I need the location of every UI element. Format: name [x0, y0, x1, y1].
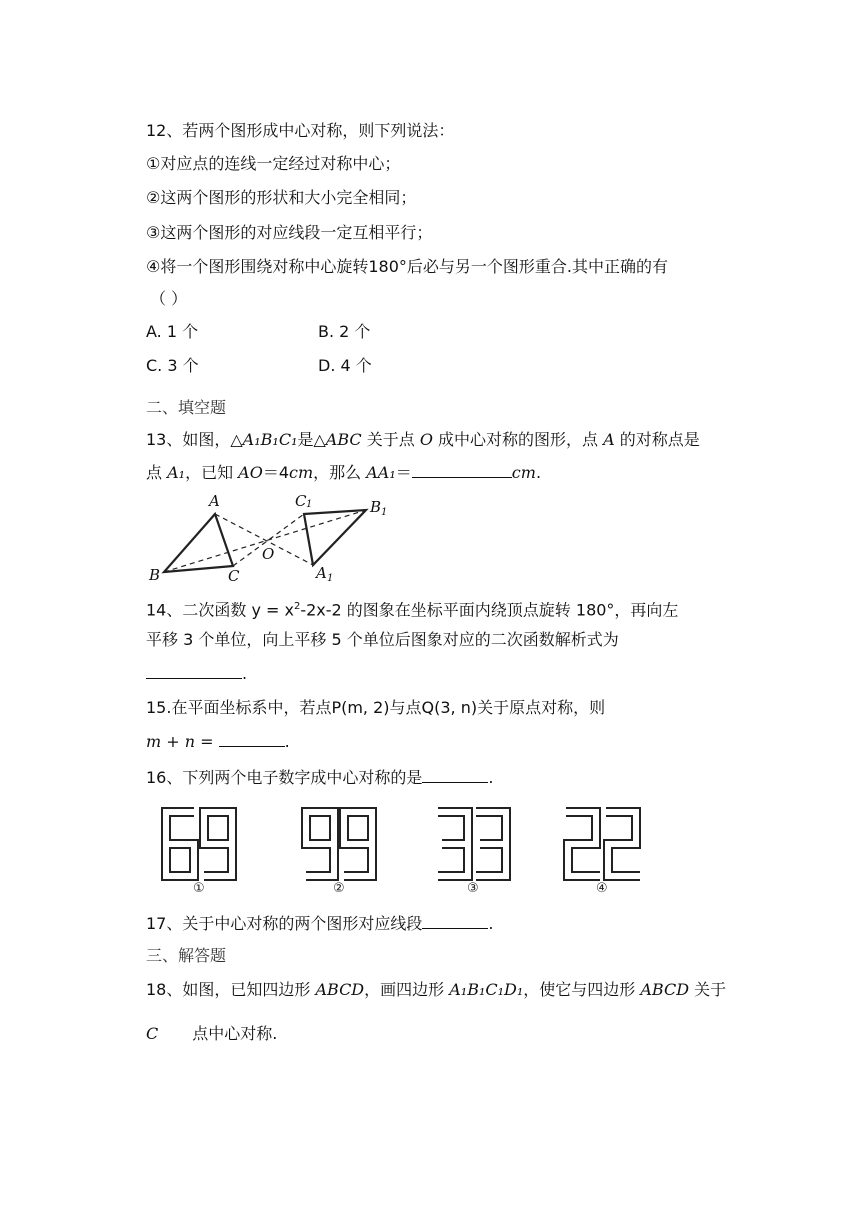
q12-option-a: A. 1 个: [146, 322, 199, 341]
q16-answer-blank: [422, 768, 488, 783]
q13-text: 成中心对称的图形，点: [432, 430, 604, 449]
q12-option-b: B. 2 个: [318, 322, 371, 341]
q13-figure: [146, 490, 396, 586]
q13-text: 点: [146, 463, 168, 482]
q13-triangle-a1b1c1: △A₁B₁C₁: [230, 430, 298, 449]
q18-abcd: ABCD: [315, 980, 365, 999]
section-2-heading: 二、填空题: [146, 398, 227, 417]
q13-text: ＝4: [262, 463, 290, 482]
q14-text: -2x-2 的图象在坐标平面内绕顶点旋转 180°，再向左: [300, 600, 679, 620]
q18-point-c: C: [146, 1024, 159, 1043]
figure-label-4: ④: [596, 881, 608, 896]
q12-answer-paren: （ ）: [150, 289, 188, 308]
q14-line-1: [146, 597, 678, 620]
q13-text: .: [535, 463, 542, 482]
q18-line-2: [146, 1024, 277, 1044]
q15-answer-blank: [219, 732, 285, 747]
q13-line-1: [146, 430, 700, 450]
digit-9: [344, 812, 372, 876]
q13-text: ＝: [395, 463, 412, 482]
digit-9: [306, 812, 334, 876]
triangle-abc: [164, 514, 233, 572]
q13-line-2: [146, 463, 541, 483]
q13-answer-blank: [412, 463, 512, 478]
q13-text: 是: [297, 430, 314, 449]
q16-text: .: [488, 768, 494, 787]
section-3-heading: 三、解答题: [146, 946, 227, 965]
label-b: B: [149, 566, 161, 584]
figure-label-1: ①: [193, 881, 205, 896]
q13-triangle-abc: △ABC: [313, 430, 362, 449]
q16-figure: [150, 800, 670, 896]
q17-text: .: [488, 914, 494, 933]
q13-point-a1: A₁: [167, 463, 186, 482]
q15-expression: m + n =: [146, 732, 219, 751]
q13-point-o: O: [419, 430, 433, 449]
q13-point-a: A: [603, 430, 615, 449]
q18-text: 点中心对称.: [192, 1024, 278, 1043]
q14-text: 14、二次函数 y = x: [146, 600, 294, 620]
q18-line-1: [146, 980, 726, 1000]
q13-text: 的对称点是: [614, 430, 700, 449]
label-b1: B: [370, 498, 382, 516]
label-c1: C: [295, 492, 307, 510]
q12-statement-2: ②这两个图形的形状和大小完全相同；: [146, 188, 417, 207]
q13-unit: cm: [289, 463, 314, 482]
q13-text: 13、如图，: [146, 430, 231, 449]
q13-unit: cm: [511, 463, 536, 482]
q15-line-2: [146, 732, 290, 752]
q15-line-1: 15.在平面坐标系中，若点P(m, 2)与点Q(3, n)关于原点对称，则: [146, 698, 606, 717]
q12-option-c: C. 3 个: [146, 356, 199, 375]
q18-a1b1c1d1: A₁B₁C₁D₁: [449, 980, 524, 999]
q13-ao: AO: [238, 463, 263, 482]
q12-option-d: D. 4 个: [318, 356, 372, 375]
q18-text: ，画四边形: [364, 980, 450, 999]
digit-9: [204, 812, 232, 876]
q14-answer-blank: [146, 664, 242, 679]
q18-text: ，使它与四边形: [523, 980, 641, 999]
digit-2: [566, 812, 600, 876]
q18-text: 关于: [689, 980, 727, 999]
q12-statement-1: ①对应点的连线一定经过对称中心；: [146, 154, 401, 173]
q13-aa1: AA₁: [366, 463, 396, 482]
label-a1-sub: 1: [327, 573, 334, 584]
digit-3: [438, 812, 468, 876]
q14-line-2: 平移 3 个单位，向上平移 5 个单位后图象对应的二次函数解析式为: [146, 630, 619, 649]
q12-statement-3: ③这两个图形的对应线段一定互相平行；: [146, 223, 433, 242]
label-a: A: [209, 492, 220, 510]
label-o: O: [262, 545, 275, 563]
q13-text: ，已知: [185, 463, 239, 482]
q17-answer-blank: [422, 914, 488, 929]
figure-label-2: ②: [333, 881, 345, 896]
label-a1: A: [316, 564, 327, 582]
digit-2: [606, 812, 640, 876]
q14-line-3: [146, 664, 247, 684]
q14-exponent: 2: [293, 601, 301, 612]
q12-stem: 12、若两个图形成中心对称，则下列说法：: [146, 121, 455, 140]
q12-statement-4: ④将一个图形围绕对称中心旋转180°后必与另一个图形重合.其中正确的有: [146, 257, 668, 276]
q13-text: 关于点: [361, 430, 420, 449]
label-c1-sub: 1: [306, 499, 313, 510]
triangle-a1b1c1: [304, 510, 366, 565]
digit-6: [166, 812, 194, 876]
q18-text: 18、如图，已知四边形: [146, 980, 316, 999]
figure-label-3: ③: [467, 881, 479, 896]
q14-text: .: [242, 664, 248, 683]
q16-text: 16、下列两个电子数字成中心对称的是: [146, 768, 423, 787]
label-c: C: [228, 567, 240, 585]
q18-abcd: ABCD: [640, 980, 690, 999]
q17-text: 17、关于中心对称的两个图形对应线段: [146, 914, 423, 933]
digit-3: [476, 812, 506, 876]
q15-text: .: [284, 732, 290, 751]
q17-stem: [146, 914, 493, 934]
q13-text: ，那么: [313, 463, 367, 482]
label-b1-sub: 1: [381, 507, 388, 518]
q16-stem: [146, 768, 493, 788]
